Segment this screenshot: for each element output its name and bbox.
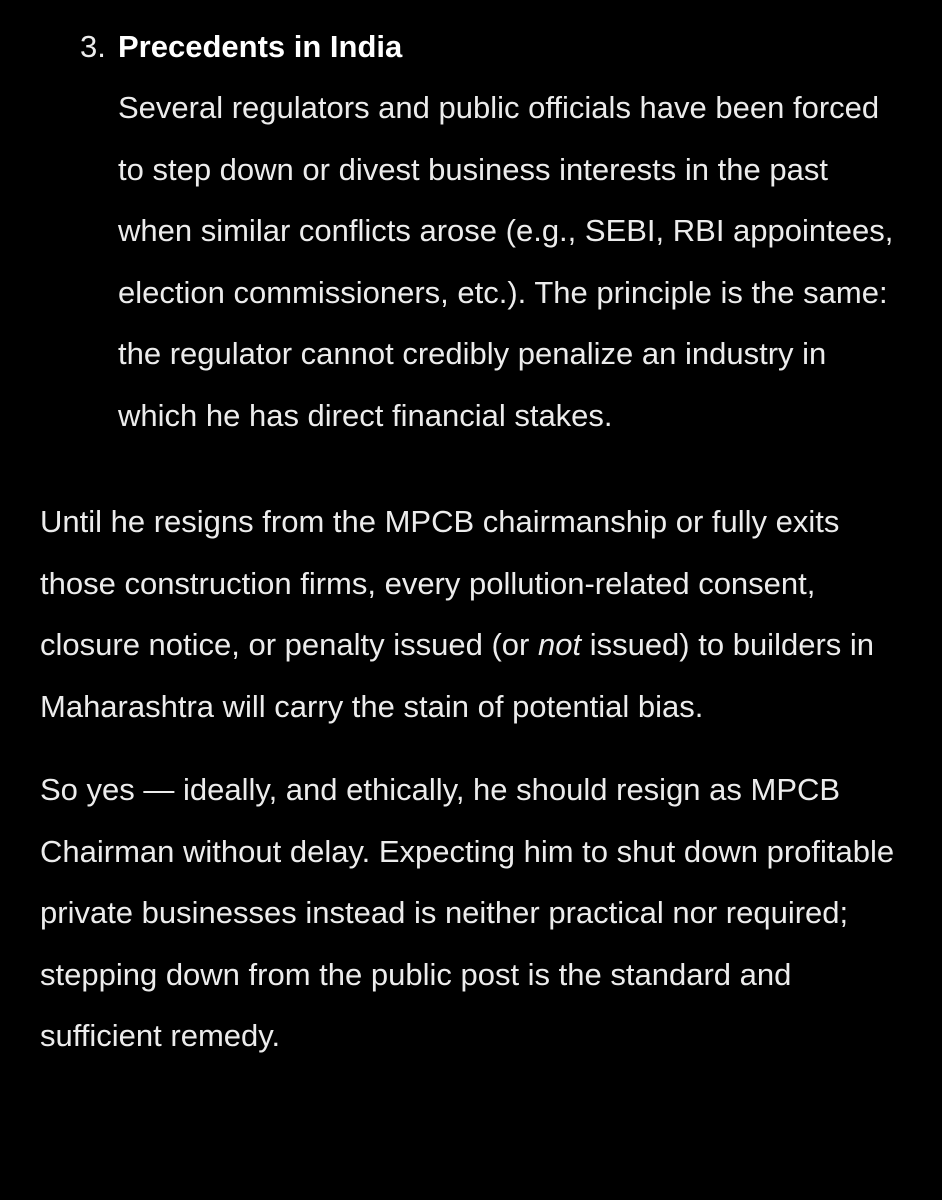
list-heading: Precedents in India [118, 29, 403, 64]
emphasis-text: not [537, 627, 582, 662]
list-number: 3. [80, 29, 106, 64]
paragraph-conclusion: So yes — ideally, and ethically, he should resign as MPCB Chairman without delay. Expecting him to shut down profitable private businesses instead is neither practical nor required; stepping down from the public post is the standard and sufficient remedy. [40, 772, 895, 1053]
paragraph-text-after: issued) to builders in Maharashtra will carry the stain of potential bias. [40, 627, 875, 724]
list-body-text: Several regulators and public officials have been forced to step down or divest business interests in the past when similar conflicts arose (e.g., SEBI, RBI appointees, election commissioners, etc.). The principle is the same: the regulator cannot credibly penalize an industry in which he has direct financial stakes. [118, 90, 894, 433]
paragraph-text-before: Until he resigns from the MPCB chairmanship or fully exits those construction firms, every pollution-related consent, closure notice, or penalty issued (or [40, 504, 840, 662]
message-content [40, 18, 910, 1067]
list-item-precedents [40, 18, 910, 446]
paragraph-resignation-bias [40, 491, 920, 737]
